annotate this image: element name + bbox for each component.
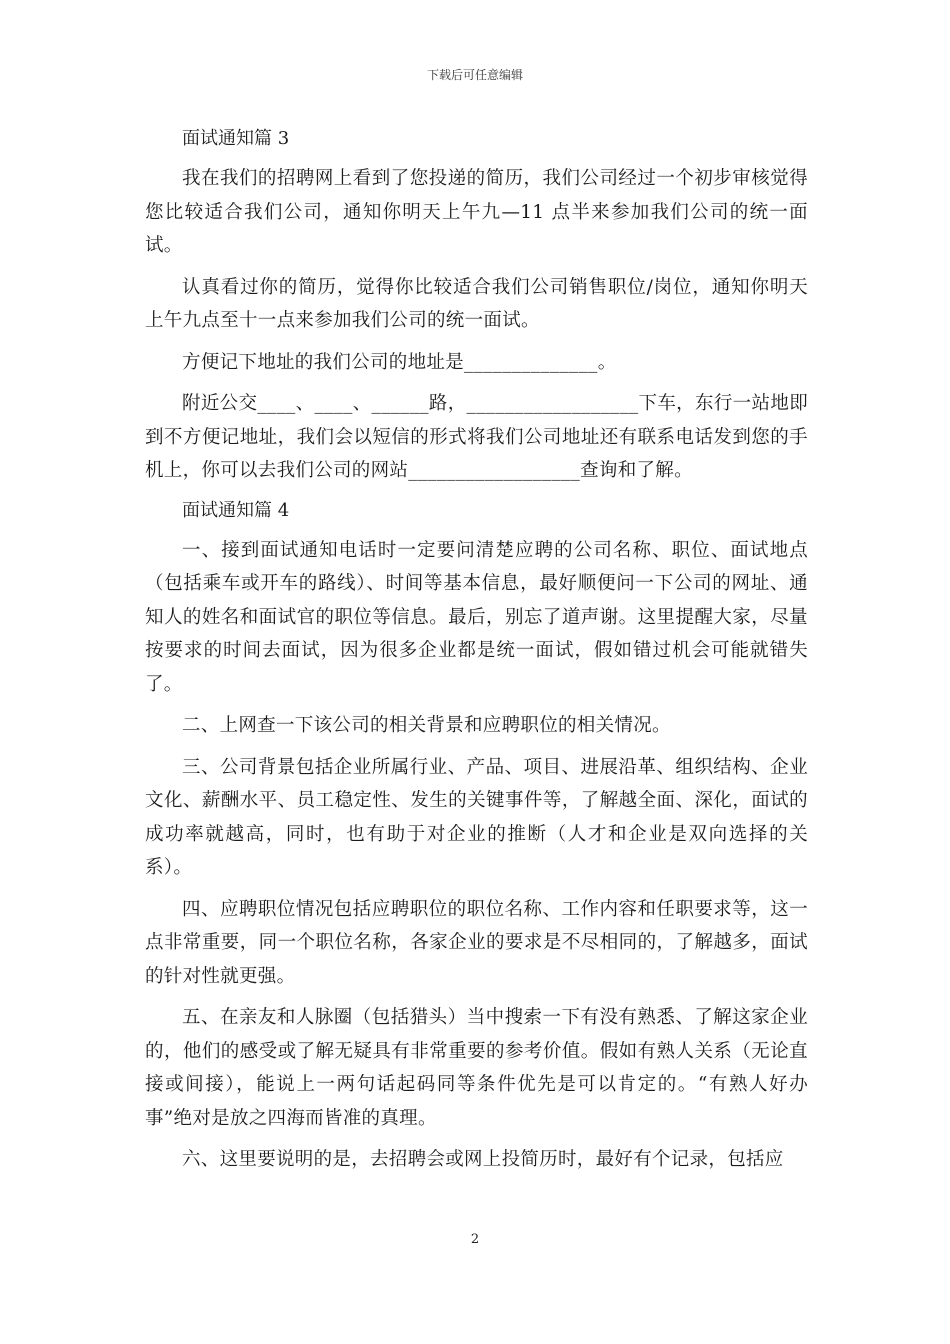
section-heading-4: 面试通知篇 4 <box>182 499 290 521</box>
paragraph-8: 四、应聘职位情况包括应聘职位的职位名称、工作内容和任职要求等，这一点非常重要，同一个职位名称，各家企业的要求是不尽相同的，了解越多，面试的针对性就更强。 <box>145 898 808 987</box>
paragraph-7: 三、公司背景包括企业所属行业、产品、项目、进展沿革、组织结构、企业文化、薪酬水平、员工稳定性、发生的关键事件等，了解越全面、深化，面试的成功率就越高，同时，也有助于对企业的推断（人才和企业是双向选择的关系）。 <box>145 756 808 878</box>
paragraph-6: 二、上网查一下该公司的相关背景和应聘职位的相关情况。 <box>182 715 671 736</box>
paragraph-5: 一、接到面试通知电话时一定要问清楚应聘的公司名称、职位、面试地点（包括乘车或开车的路线）、时间等基本信息，最好顺便问一下公司的网址、通知人的姓名和面试官的职位等信息。最后，别忘了道声谢。这里提醒大家，尽量按要求的时间去面试，因为很多企业都是统一面试，假如错过机会可能就错失了。 <box>145 539 808 695</box>
paragraph-9: 五、在亲友和人脉圈（包括猎头）当中搜索一下有没有熟悉、了解这家企业的，他们的感受或了解无疑具有非常重要的参考价值。假如有熟人关系（无论直接或间接），能说上一两句话起码同等条件优先是可以肯定的。“有熟人好办事”绝对是放之四海而皆准的真理。 <box>145 1007 808 1129</box>
paragraph-1: 我在我们的招聘网上看到了您投递的简历，我们公司经过一个初步审核觉得您比较适合我们公司，通知你明天上午九—11 点半来参加我们公司的统一面试。 <box>145 168 808 256</box>
page-header: 下载后可任意编辑 <box>426 68 523 82</box>
paragraph-10: 六、这里要说明的是，去招聘会或网上投简历时，最好有个记录，包括应 <box>182 1149 784 1170</box>
section-heading-3: 面试通知篇 3 <box>182 128 290 149</box>
page-number: 2 <box>470 1232 480 1247</box>
document-body <box>145 124 808 1185</box>
paragraph-2: 认真看过你的简历，觉得你比较适合我们公司销售职位/岗位，通知你明天上午九点至十一点来参加我们公司的统一面试。 <box>145 276 808 331</box>
paragraph-4: 附近公交____、____、______路，__________________下车，东行一站地即到不方便记地址，我们会以短信的形式将我们公司地址还有联系电话发到您的手机上，你可以去我们公司的网站__________________查询和了解。 <box>145 393 808 481</box>
paragraph-3: 方便记下地址的我们公司的地址是______________。 <box>182 351 617 373</box>
